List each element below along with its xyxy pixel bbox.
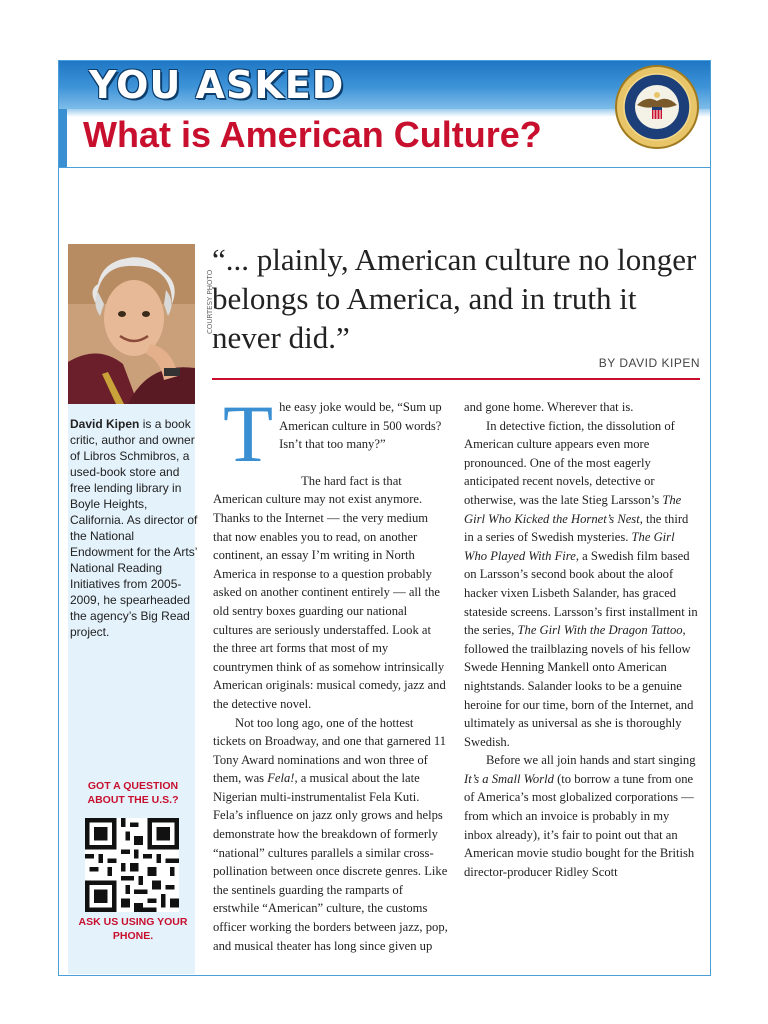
paragraph-3-text-b: , a musical about the late Nigerian multi-instrumentalist Fela Kuti. Fela’s influence on jazz only grows and helps demonstrate how the breakdown of formerly “national” cultures parallels a similar cross-pollination between once discrete genres. Like the sentinels guarding the ramparts of erstwhile “American” culture, the customs officer working the borders between jazz, pop, and musical theater has long since given up [213, 771, 448, 953]
phone-prompt: ASK US USING YOUR PHONE. [78, 916, 188, 942]
paragraph-3-continued [464, 398, 700, 417]
title-dragon-tattoo: The Girl With the Dragon Tattoo [517, 623, 683, 638]
paragraph-5-text-b: (to borrow a tune from one of America’s most globalized corporations — from which an invoice is probably in my inbox already), it’s fair to point out that an American movie studio bought for the British director-producer Ridley Scott [464, 771, 695, 879]
kicker-title: YOU ASKED [89, 63, 345, 107]
paragraph-3 [213, 714, 449, 956]
paragraph-1-text: he easy joke would be, “Sum up American culture in 500 words? Isn’t that too many?” [279, 400, 442, 452]
title-fela: Fela! [267, 771, 295, 786]
qr-code-icon[interactable] [85, 818, 179, 912]
drop-cap: T [223, 388, 274, 479]
title-hornets-nest: The Girl Who Kicked the Hornet’s Nest [464, 492, 682, 526]
paragraph-5 [464, 751, 700, 881]
paragraph-5-text-a: Before we all join hands and start singing [486, 753, 696, 768]
author-name: David Kipen [70, 417, 140, 431]
article-column-2 [464, 398, 700, 881]
title-small-world: It’s a Small World [464, 771, 554, 786]
paragraph-2: The hard fact is that American culture may not exist anymore. Thanks to the Internet — the very medium that now enables you to read, on another continent, an essay I’m writing in North America in response to a question probably asked on another continent entirely — all the old sentry boxes guarding our national cultures are seriously understaffed. Look at the three art forms that most of my countrymen think of as somehow intrinsically American originals: musical comedy, jazz and the detective novel. [213, 473, 446, 711]
header [59, 61, 710, 168]
header-accent-bar [59, 109, 67, 167]
pull-quote: “... plainly, American culture no longer belongs to America, and in truth it never did.” [212, 242, 697, 355]
department-of-state-seal-icon [615, 65, 699, 149]
question-prompt: GOT A QUESTION ABOUT THE U.S.? [87, 780, 179, 806]
author-bio [70, 416, 198, 640]
paragraph-4-text-c: , a Swedish film based on Larsson’s second book about the aloof hacker vixen Lisbeth Salander, has graced stateside screens. Larsson’s first installment in the series, [464, 548, 698, 638]
photo-credit: COURTESY PHOTO [206, 269, 214, 334]
page-title: What is American Culture? [83, 114, 542, 155]
paragraph-1 [213, 388, 449, 479]
paragraph-4 [464, 417, 700, 752]
article-column-1 [213, 388, 449, 955]
author-photo [68, 244, 195, 404]
title-played-with-fire: The Girl Who Played With Fire [464, 530, 675, 563]
paragraph-4-text-d: , followed the trailblazing novels of his fellow Swede Henning Mankell onto American nightstands. Salander looks to be a genuine heroine for our time, born of the Internet, and ultimately as universal as she is thoroughly Swedish. [464, 623, 694, 749]
quote-divider [212, 378, 700, 380]
paragraph-4-text-b: , the third in a series of Swedish mysteries. [464, 511, 689, 545]
paragraph-3-continued-text: and gone home. Wherever that is. [464, 400, 634, 414]
byline: BY DAVID KIPEN [598, 356, 700, 370]
paragraph-3-text-a: Not too long ago, one of the hottest tickets on Broadway, and one that garnered 11 Tony Award nominations and won three of them, was [213, 715, 447, 786]
paragraph-4-text-a: In detective fiction, the dissolution of American culture appears even more pronounced. One of the most eagerly anticipated recent novels, detective or otherwise, was the late Stieg Larsson’s [464, 418, 675, 507]
author-bio-text: is a book critic, author and owner of Libros Schmibros, a used-book store and free lending library in Boyle Heights, California. As director of the National Endowment for the Arts’ National Reading Initiatives from 2005-2009, he spearheaded the agency’s Big Read project. [70, 417, 198, 639]
